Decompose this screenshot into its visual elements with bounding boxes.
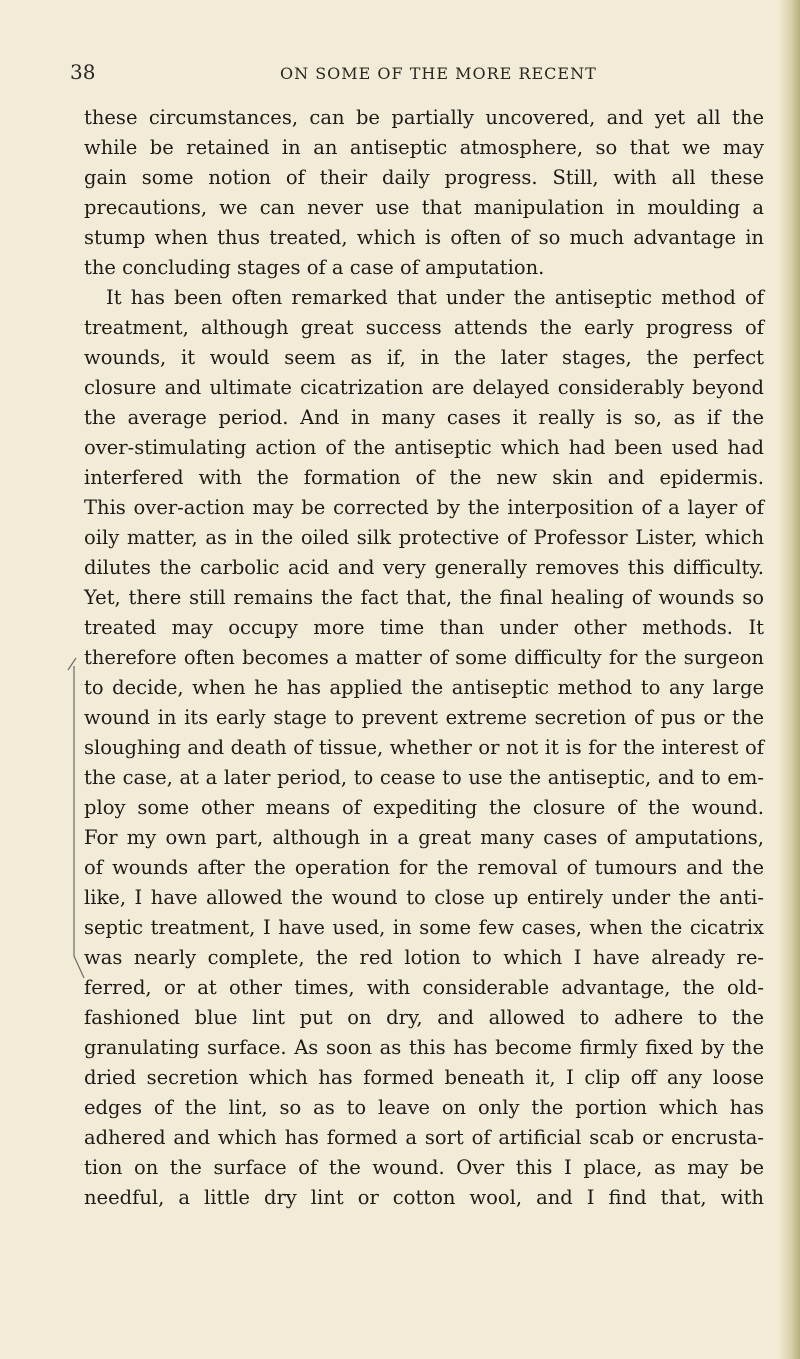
text-line: over-stimulating action of the antiseptic which had been used had bbox=[84, 436, 764, 459]
text-line: the concluding stages of a case of amputation. bbox=[84, 256, 545, 279]
text-line: ploy some other means of expediting the closure of the wound. bbox=[84, 796, 764, 819]
text-line: therefore often becomes a matter of some difficulty for the surgeon bbox=[84, 646, 764, 669]
text-line: oily matter, as in the oiled silk protective of Professor Lister, which bbox=[84, 526, 764, 549]
text-line: while be retained in an antiseptic atmosphere, so that we may bbox=[84, 136, 764, 159]
text-line: dried secretion which has formed beneath it, I clip off any loose bbox=[84, 1066, 764, 1089]
text-line: precautions, we can never use that manipulation in moulding a bbox=[84, 196, 764, 219]
text-line: treated may occupy more time than under other methods. It bbox=[84, 616, 764, 639]
text-line: wounds, it would seem as if, in the later stages, the perfect bbox=[84, 346, 764, 369]
text-line: dilutes the carbolic acid and very generally removes this difficulty. bbox=[84, 556, 764, 579]
text-line: gain some notion of their daily progress. Still, with all these bbox=[84, 166, 764, 189]
page-header bbox=[40, 60, 760, 90]
page-number: 38 bbox=[70, 60, 96, 84]
text-line: of wounds after the operation for the removal of tumours and the bbox=[84, 856, 764, 879]
text-line: was nearly complete, the red lotion to which I have already re- bbox=[84, 946, 764, 969]
text-line: to decide, when he has applied the antiseptic method to any large bbox=[84, 676, 764, 699]
text-line: For my own part, although in a great many cases of amputations, bbox=[84, 826, 764, 849]
text-line: treatment, although great success attends the early progress of bbox=[84, 316, 764, 339]
text-line: closure and ultimate cicatrization are delayed considerably beyond bbox=[84, 376, 764, 399]
text-line: edges of the lint, so as to leave on only the portion which has bbox=[84, 1096, 764, 1119]
text-line: like, I have allowed the wound to close up entirely under the anti- bbox=[84, 886, 764, 909]
text-line: needful, a little dry lint or cotton wool, and I find that, with bbox=[84, 1186, 764, 1209]
page-edge-shadow bbox=[778, 0, 800, 1359]
text-line: This over-action may be corrected by the interposition of a layer of bbox=[84, 496, 764, 519]
text-line: granulating surface. As soon as this has become firmly fixed by the bbox=[84, 1036, 764, 1059]
text-line: adhered and which has formed a sort of artificial scab or encrusta- bbox=[84, 1126, 764, 1149]
text-line: interfered with the formation of the new skin and epidermis. bbox=[84, 466, 764, 489]
margin-bracket-mark bbox=[62, 656, 86, 982]
text-line: the case, at a later period, to cease to use the antiseptic, and to em- bbox=[84, 766, 764, 789]
text-line: these circumstances, can be partially uncovered, and yet all the bbox=[84, 106, 764, 129]
running-head: ON SOME OF THE MORE RECENT bbox=[280, 64, 597, 83]
text-line: ferred, or at other times, with considerable advantage, the old- bbox=[84, 976, 764, 999]
text-line: sloughing and death of tissue, whether or not it is for the interest of bbox=[84, 736, 764, 759]
text-line: It has been often remarked that under the antiseptic method of bbox=[106, 286, 764, 309]
text-line: tion on the surface of the wound. Over this I place, as may be bbox=[84, 1156, 764, 1179]
text-line: the average period. And in many cases it really is so, as if the bbox=[84, 406, 764, 429]
text-line: septic treatment, I have used, in some few cases, when the cicatrix bbox=[84, 916, 764, 939]
text-line: wound in its early stage to prevent extreme secretion of pus or the bbox=[84, 706, 764, 729]
text-line: Yet, there still remains the fact that, the final healing of wounds so bbox=[84, 586, 764, 609]
text-line: stump when thus treated, which is often of so much advantage in bbox=[84, 226, 764, 249]
text-line: fashioned blue lint put on dry, and allowed to adhere to the bbox=[84, 1006, 764, 1029]
